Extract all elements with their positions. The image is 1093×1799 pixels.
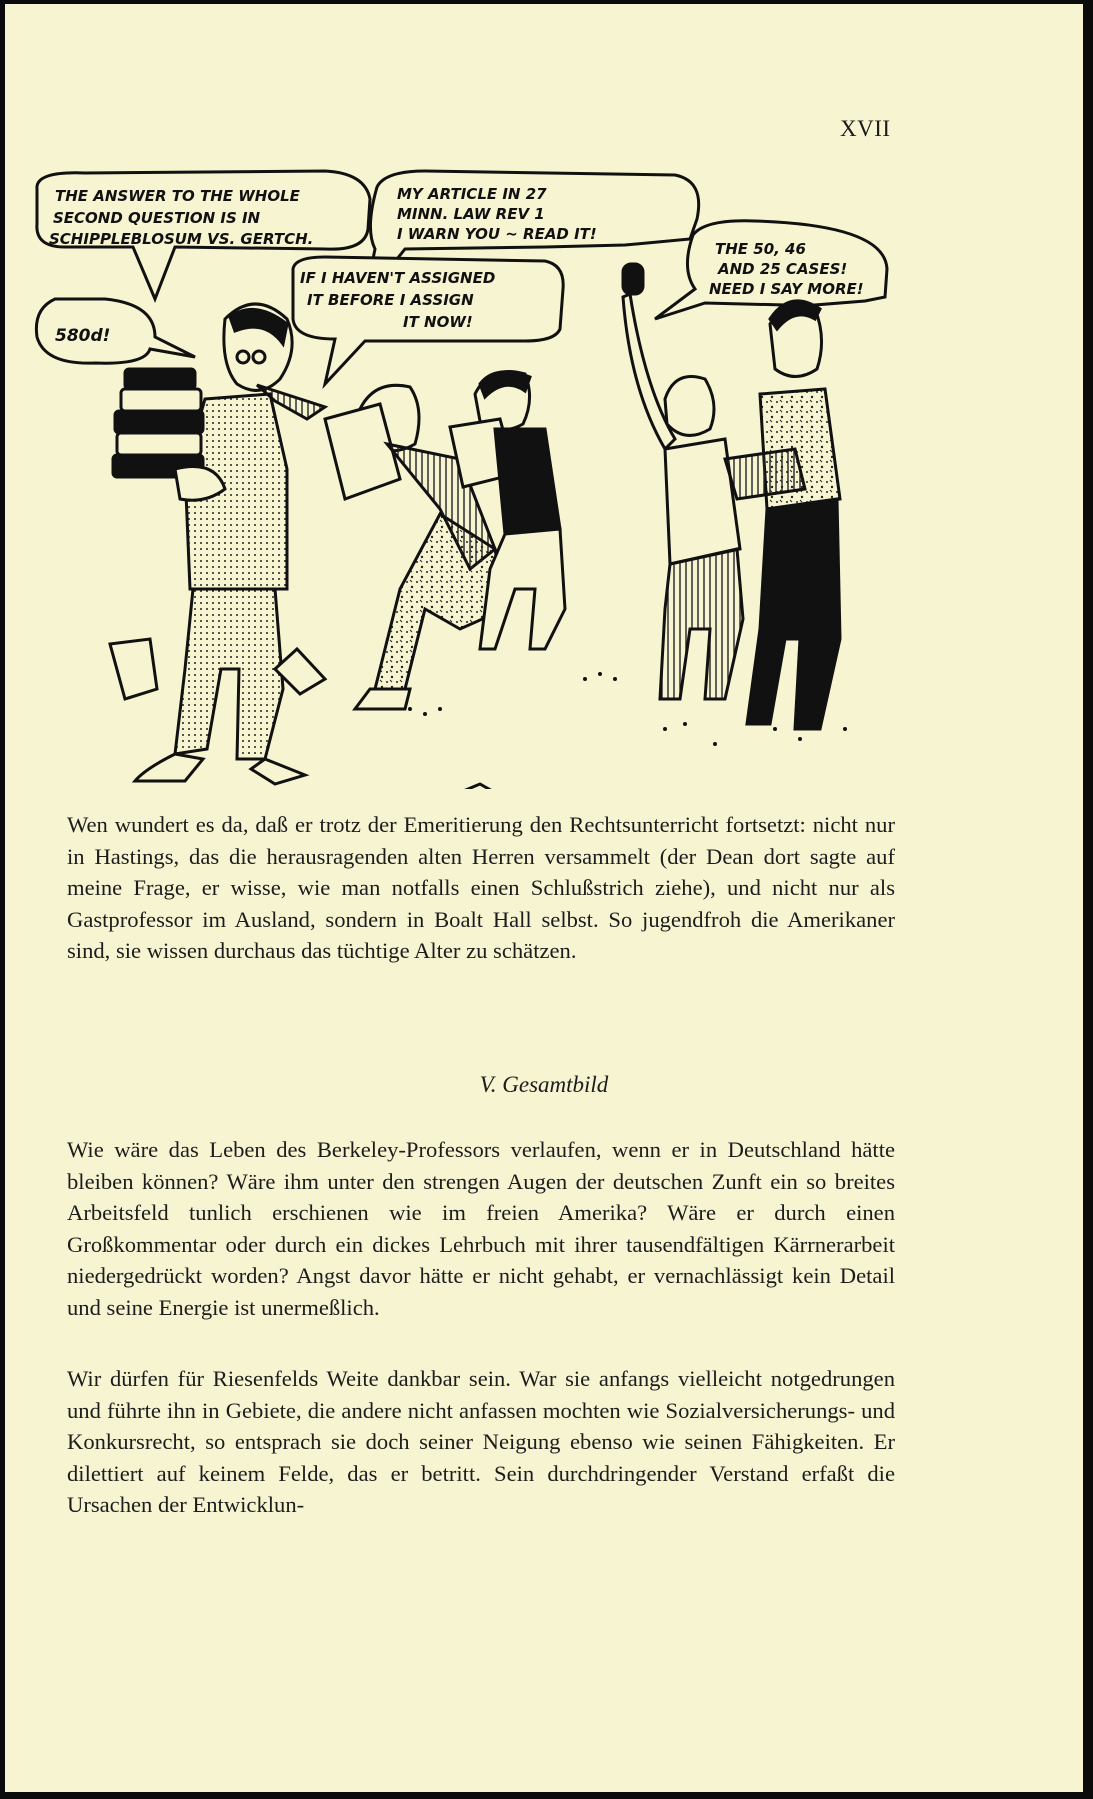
- bubble-2-line-1: MY ARTICLE IN 27: [397, 185, 547, 203]
- page-number: XVII: [840, 116, 891, 141]
- bubble-3-line-3: IT NOW!: [403, 313, 473, 331]
- paragraph-1: Wen wundert es da, daß er trotz der Emeritierung den Rechtsunterricht fortsetzt: nicht nur in Hastings, das die herausragenden alten Herren versammelt (der Dean dort sagte auf meine Frage, er wisse, wie man notfalls einen Schlußstrich ziehe), und nicht nur als Gastprofessor im Ausland, sondern in Boalt Hall selbst. So jugendfroh die Amerikaner sind, sie wissen durchaus das tüchtige Alter zu schätzen.: [67, 812, 895, 964]
- bubble-4-line-2: AND 25 CASES!: [718, 260, 848, 278]
- bubble-1-line-2: SECOND QUESTION IS IN: [53, 209, 261, 227]
- paragraph-3: Wir dürfen für Riesenfelds Weite dankbar sein. War sie anfangs vielleicht notgedrungen und führte ihn in Gebiete, die andere nicht anfassen mochten wie Sozialversicherungs- und Konkursrecht, so entsprach sie doch seiner Neigung ebenso wie seinen Fähigkeiten. Er dilettiert auf keinem Felde, das er betritt. Sein durchdringender Verstand erfaßt die Ursachen der Entwicklun-: [67, 1366, 895, 1518]
- bubble-3-line-1: IF I HAVEN'T ASSIGNED: [300, 269, 496, 287]
- student-figure-3: [623, 264, 743, 699]
- book-page: [5, 4, 1083, 1792]
- bubble-2-line-2: MINN. LAW REV 1: [397, 205, 545, 223]
- bubble-3-line-2: IT BEFORE I ASSIGN: [307, 291, 474, 309]
- bubble-4-line-1: THE 50, 46: [715, 240, 806, 258]
- bubble-1-line-3: SCHIPPLEBLOSUM VS. GERTCH.: [49, 230, 314, 248]
- section-heading: V. Gesamtbild: [479, 1072, 609, 1097]
- student-figure-4: [725, 301, 840, 729]
- cartoon-illustration: [25, 169, 900, 789]
- bubble-2-line-3: I WARN YOU ~ READ IT!: [397, 225, 597, 243]
- bubble-5-text: 580d!: [55, 326, 111, 346]
- bubble-4-line-3: NEED I SAY MORE!: [709, 280, 864, 298]
- paragraph-2: Wie wäre das Leben des Berkeley-Professors verlaufen, wenn er in Deutschland hätte bleiben können? Wäre ihm unter den strengen Augen der deutschen Zunft ein so breites Arbeitsfeld tunlich erschienen wie im freien Amerika? Wäre er durch einen Großkommentar oder durch ein dickes Lehrbuch mit ihrer tausendfältigen Kärrnerarbeit niedergedrückt worden? Angst davor hätte er nicht gehabt, er vernachlässigt kein Detail und seine Energie ist unermeßlich.: [67, 1137, 895, 1320]
- bubble-1-line-1: THE ANSWER TO THE WHOLE: [55, 187, 300, 205]
- speech-bubble-3: [293, 257, 563, 384]
- speech-bubble-5: [36, 299, 195, 363]
